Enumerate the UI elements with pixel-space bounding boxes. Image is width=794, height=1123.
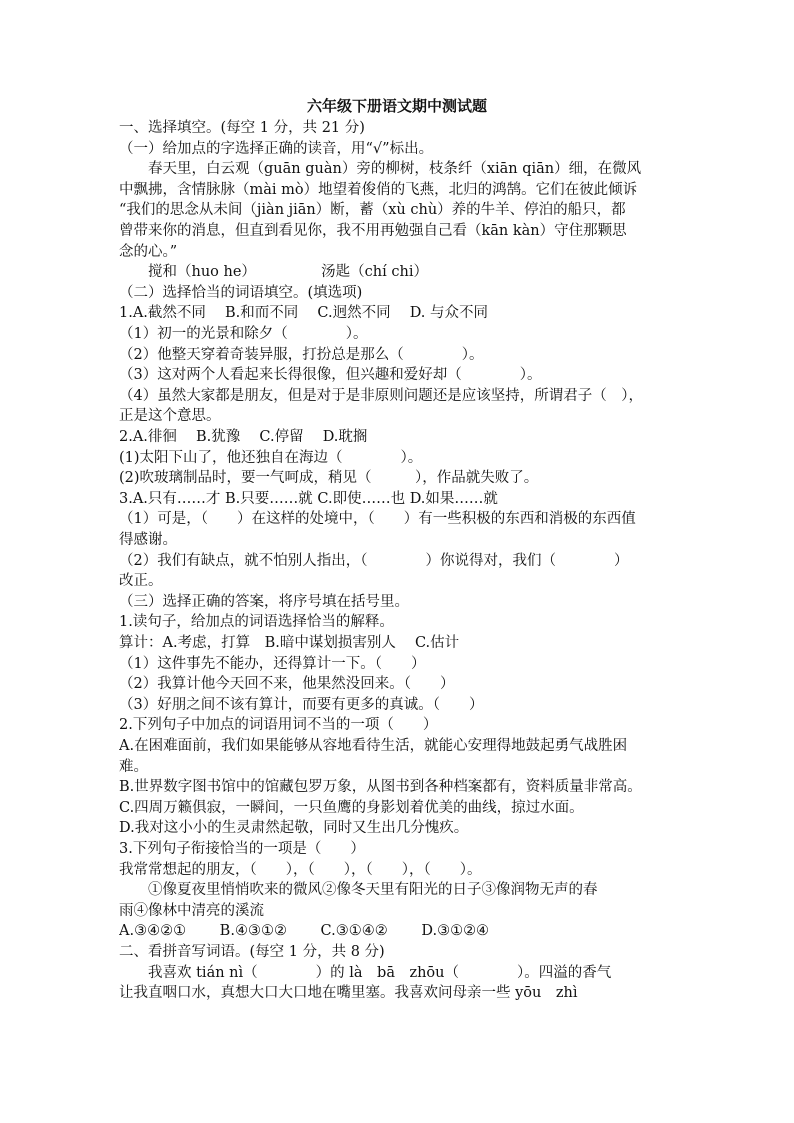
text-line: 念的心。”: [119, 243, 178, 260]
text-line: 搅和（huo he） 汤匙（chí chi）: [119, 264, 428, 281]
text-line: 曾带来你的消息，但直到看见你，我不用再勉强自己看（kān kàn）守住那颗思: [119, 223, 627, 239]
text-line: 1.A.截然不同 B.和而不同 C.迥然不同 D. 与众不同: [119, 305, 489, 322]
text-line: 一、选择填空。(每空 1 分，共 21 分): [119, 120, 365, 136]
text-line: 我喜欢 tián nì（ ）的 là bā zhōu（ ）。四溢的香气: [119, 964, 612, 981]
text-line: 中飘拂，含情脉脉（mài mò）地望着俊俏的飞燕，北归的鸿鹄。它们在彼此倾诉: [119, 181, 638, 198]
text-line: （1）初一的光景和除夕（ ）。: [119, 326, 368, 342]
exam-title: 六年级下册语文期中测试题: [306, 97, 487, 115]
text-line: （1）这件事先不能办，还得算计一下。（ ）: [119, 655, 426, 672]
text-line: A.③④②① B.④③①② C.③①④② D.③①②④: [119, 923, 490, 940]
text-line: （3）好朋之间不该有算计，而要有更多的真诚。（ ）: [119, 696, 484, 713]
text-line: 我常常想起的朋友，（ ），（ ），（ ），（ ）。: [119, 861, 482, 878]
text-line: 二、看拼音写词语。(每空 1 分，共 8 分): [119, 944, 385, 960]
text-line: (2)吹玻璃制品时，要一气呵成，稍见（ ），作品就失败了。: [119, 470, 539, 487]
text-line: ①像夏夜里悄悄吹来的微风②像冬天里有阳光的日子③像润物无声的春: [119, 882, 598, 899]
text-line: B.世界数字图书馆中的馆藏包罗万象，从图书到各种档案都有，资料质量非常高。: [119, 779, 642, 796]
text-line: （三）选择正确的答案，将序号填在括号里。: [119, 593, 409, 610]
text-line: （一）给加点的字选择正确的读音，用“√”标出。: [119, 140, 434, 157]
text-line: 难。: [119, 758, 148, 775]
text-line: 让我直咽口水，真想大口大口地在嘴里塞。我喜欢问母亲一些 yōu zhì: [119, 985, 578, 1002]
text-line: C.四周万籁俱寂，一瞬间，一只鱼鹰的身影划着优美的曲线，掠过水面。: [119, 799, 584, 816]
text-line: 3.下列句子衔接恰当的一项是（ ）: [119, 841, 365, 857]
text-line: （2）他整天穿着奇装异服，打扮总是那么（ ）。: [119, 346, 484, 363]
text-line: 正是这个意思。: [119, 408, 221, 425]
text-line: （1）可是，（ ）在这样的处境中，（ ）有一些积极的东西和消极的东西值: [119, 511, 636, 528]
text-line: 得感谢。: [119, 532, 177, 548]
text-line: D.我对这小小的生灵肃然起敬，同时又生出几分愧疚。: [119, 820, 469, 837]
text-line: 3.A.只有……才 B.只要……就 C.即使……也 D.如果……就: [119, 490, 498, 507]
text-line: 算计：A.考虑，打算 B.暗中谋划损害别人 C.估计: [119, 635, 460, 651]
text-line: A.在困难面前，我们如果能够从容地看待生活，就能心安理得地鼓起勇气战胜困: [119, 738, 628, 754]
text-line: 2.A.徘徊 B.犹豫 C.停留 D.耽搁: [119, 429, 368, 445]
text-line: “我们的思念从未间（jiàn jiān）断，蓄（xù chù）养的牛羊、停泊的船只，都: [119, 202, 626, 219]
text-line: 改正。: [119, 573, 163, 590]
text-line: （3）这对两个人看起来长得很像，但兴趣和爱好却（ ）。: [119, 367, 542, 384]
text-line: 1.读句子，给加点的词语选择恰当的解释。: [119, 614, 394, 631]
text-line: 春天里，白云观（guān guàn）旁的柳树，枝条纤（xiān qiān）细，在微风: [119, 161, 642, 178]
text-line: （2）我们有缺点，就不怕别人指出，（ ）你说得对，我们（ ）: [119, 552, 629, 569]
text-line: 2.下列句子中加点的词语用词不当的一项（ ）: [119, 717, 438, 734]
text-line: (1)太阳下山了，他还独自在海边（ ）。: [119, 449, 423, 466]
text-line: （二）选择恰当的词语填空。(填选项): [119, 284, 363, 301]
text-line: 雨④像林中清亮的溪流: [119, 902, 264, 919]
text-line: （4）虽然大家都是朋友，但是对于是非原则问题还是应该坚持，所谓君子（ ），: [119, 387, 643, 404]
text-line: （2）我算计他今天回不来，他果然没回来。（ ）: [119, 676, 455, 693]
